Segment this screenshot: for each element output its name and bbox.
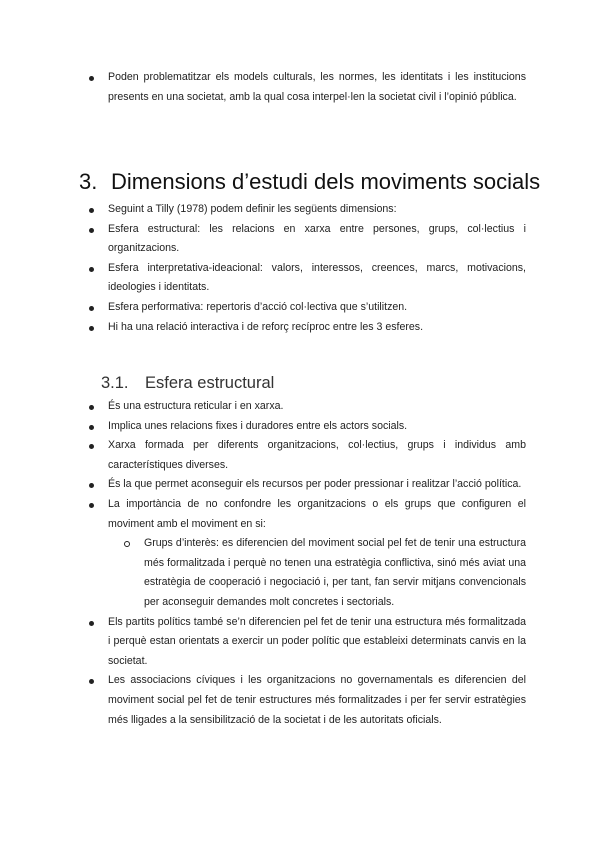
hollow-bullet-icon <box>124 541 130 547</box>
list-item: Hi ha una relació interactiva i de reforç recíproc entre les 3 esferes. <box>0 318 600 338</box>
list-item: La importància de no confondre les organitzacions o els grups que configuren el moviment amb el moviment en si: <box>0 495 600 534</box>
intro-bullet-list <box>0 68 600 107</box>
section-3-1-heading <box>101 372 274 394</box>
section-3-heading <box>79 167 540 197</box>
section-number: 3. <box>79 169 98 194</box>
bullet-icon <box>89 306 94 311</box>
section-3-1-bullet-list <box>0 397 600 730</box>
bullet-icon <box>89 444 94 449</box>
bullet-icon <box>89 208 94 213</box>
list-item: Poden problematitzar els models culturals, les normes, les identitats i les institucions presents en una societat, amb la qual cosa interpel·len la societat civil i l’opinió pública. <box>0 68 600 107</box>
bullet-icon <box>89 621 94 626</box>
list-item: És una estructura reticular i en xarxa. <box>0 397 600 417</box>
section-number: 3.1. <box>101 374 129 392</box>
bullet-icon <box>89 679 94 684</box>
sub-list-item: Grups d’interès: es diferencien del moviment social pel fet de tenir una estructura més formalitzada i perquè no tenen una estratègia conflictiva, sinó més aviat una estratègia de cooperació i negociació i, per tant, fan servir mitjans convencionals per aconseguir demandes molt concretes i sectorials. <box>0 534 600 612</box>
list-item: Seguint a Tilly (1978) podem definir les següents dimensions: <box>0 200 600 220</box>
bullet-icon <box>89 326 94 331</box>
list-item: Xarxa formada per diferents organitzacions, col·lectius, grups i individus amb característiques diverses. <box>0 436 600 475</box>
section-3-bullet-list <box>0 200 600 337</box>
bullet-icon <box>89 405 94 410</box>
section-title: Esfera estructural <box>145 374 275 392</box>
list-item: Esfera performativa: repertoris d’acció col·lectiva que s’utilitzen. <box>0 298 600 318</box>
list-item: Esfera interpretativa-ideacional: valors, interessos, creences, marcs, motivacions, ideologies i identitats. <box>0 259 600 298</box>
bullet-icon <box>89 267 94 272</box>
bullet-icon <box>89 483 94 488</box>
list-item: Els partits polítics també se’n diferencien pel fet de tenir una estructura més formalitzada i perquè estan orientats a exercir un poder polític que estableixi determinats canvis en la societat. <box>0 613 600 672</box>
list-item: Implica unes relacions fixes i duradores entre els actors socials. <box>0 417 600 437</box>
list-item: És la que permet aconseguir els recursos per poder pressionar i realitzar l’acció política. <box>0 475 600 495</box>
bullet-icon <box>89 228 94 233</box>
list-item: Les associacions cíviques i les organitzacions no governamentals es diferencien del moviment social pel fet de tenir estructures més formalitzades i per fer servir estratègies més lligades a la sensibilització de la societat i de les autoritats oficials. <box>0 671 600 730</box>
bullet-icon <box>89 503 94 508</box>
bullet-icon <box>89 76 94 81</box>
list-item: Esfera estructural: les relacions en xarxa entre persones, grups, col·lectius i organitzacions. <box>0 220 600 259</box>
section-title: Dimensions d’estudi dels moviments socials <box>111 169 541 194</box>
bullet-icon <box>89 425 94 430</box>
